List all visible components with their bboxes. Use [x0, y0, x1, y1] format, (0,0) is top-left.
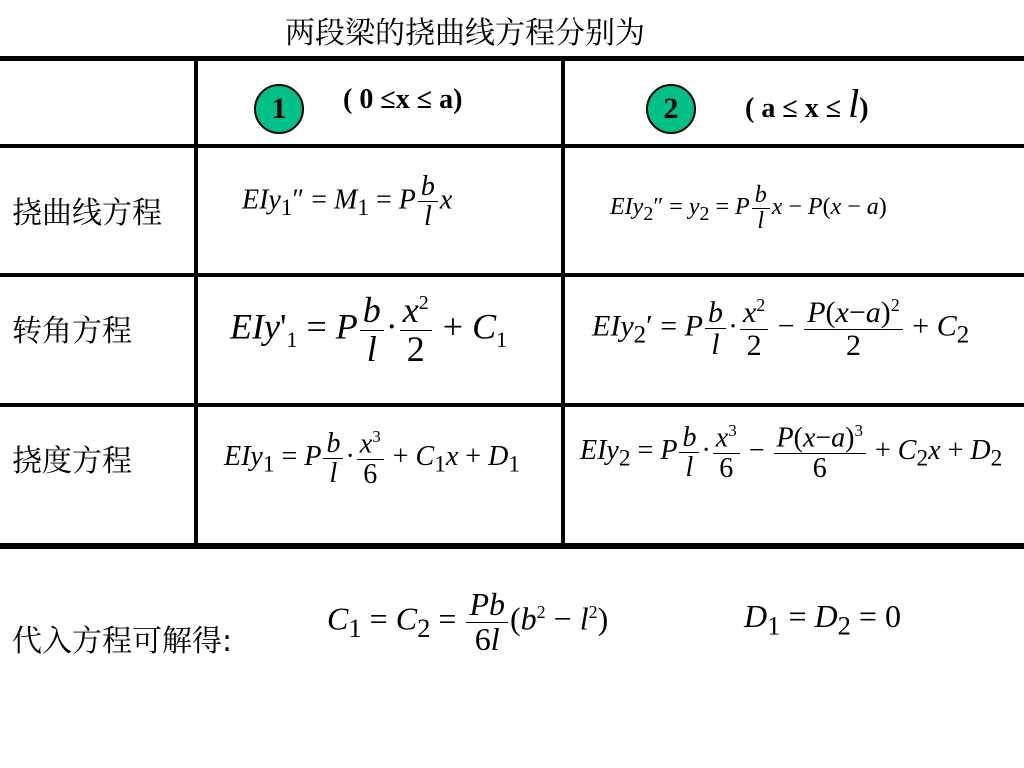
range-close: ) — [453, 84, 463, 115]
row-divider — [0, 403, 1024, 407]
segment-2-badge — [646, 84, 696, 134]
segment-2-number: 2 — [663, 92, 679, 125]
table-bottom-border — [0, 543, 1024, 549]
row-label-deflection: 挠度方程 — [12, 444, 132, 479]
equation-rotation-1: $EIy'_1 = P$ $\frac{b}{l}$ · $\frac{x^2}{2}$ + $C_1$ — [230, 290, 508, 369]
segment-1-range — [343, 84, 462, 116]
range-body: x ≤ a — [395, 84, 454, 115]
segment-1-number: 1 — [271, 92, 287, 125]
column-divider — [561, 58, 565, 548]
row-label-deflection-curve: 挠曲线方程 — [12, 196, 162, 231]
row-label-rotation: 转角方程 — [12, 314, 132, 349]
equation-deflection-curve-2: $EIy_2'' = y_2 = P$ $\frac{b}{l}$ x − P(x − a) — [610, 182, 887, 235]
row-divider — [0, 144, 1024, 148]
range-length-symbol: l — [848, 81, 860, 126]
range-open: ( 0 ≤ — [343, 84, 396, 115]
equation-rotation-2: EIy$_2$′ = P $\frac{b}{l}$ · $\frac{x^2}{2}$ − $\frac{P(x-a)^2}{2}$ + $C_2$ — [592, 295, 970, 362]
c-constants-result: $C_1 = C_2$ = $\frac{Pb}{6l}$ $(b^2 - l^2)$ — [327, 586, 609, 657]
conclusion-label: 代入方程可解得: — [12, 624, 233, 659]
range-close: ) — [859, 93, 869, 124]
range-open: ( a ≤ x ≤ — [745, 93, 842, 124]
equation-deflection-1: EIy$_1$ = P $\frac{b}{l}$ · $\frac{x^3}{6}$ + $C_1x + D_1$ — [224, 427, 520, 490]
segment-1-badge — [254, 84, 304, 134]
equation-deflection-2: EIy$_2$ = P $\frac{b}{l}$ · $\frac{x^3}{6}$ − $\frac{P(x-a)^3}{6}$ + $C_2x + D_2$ — [580, 421, 1003, 484]
segment-2-range — [745, 80, 869, 127]
equation-deflection-curve-1: $EIy_1'' = M_1 = P$ $\frac{b}{l}$ x — [242, 171, 453, 233]
table-top-border — [0, 56, 1024, 61]
column-divider — [194, 58, 198, 548]
d-constants-result: $D_1 = D_2 = 0$ — [744, 598, 901, 641]
row-divider — [0, 273, 1024, 277]
page-title: 两段梁的挠曲线方程分别为 — [285, 16, 645, 51]
